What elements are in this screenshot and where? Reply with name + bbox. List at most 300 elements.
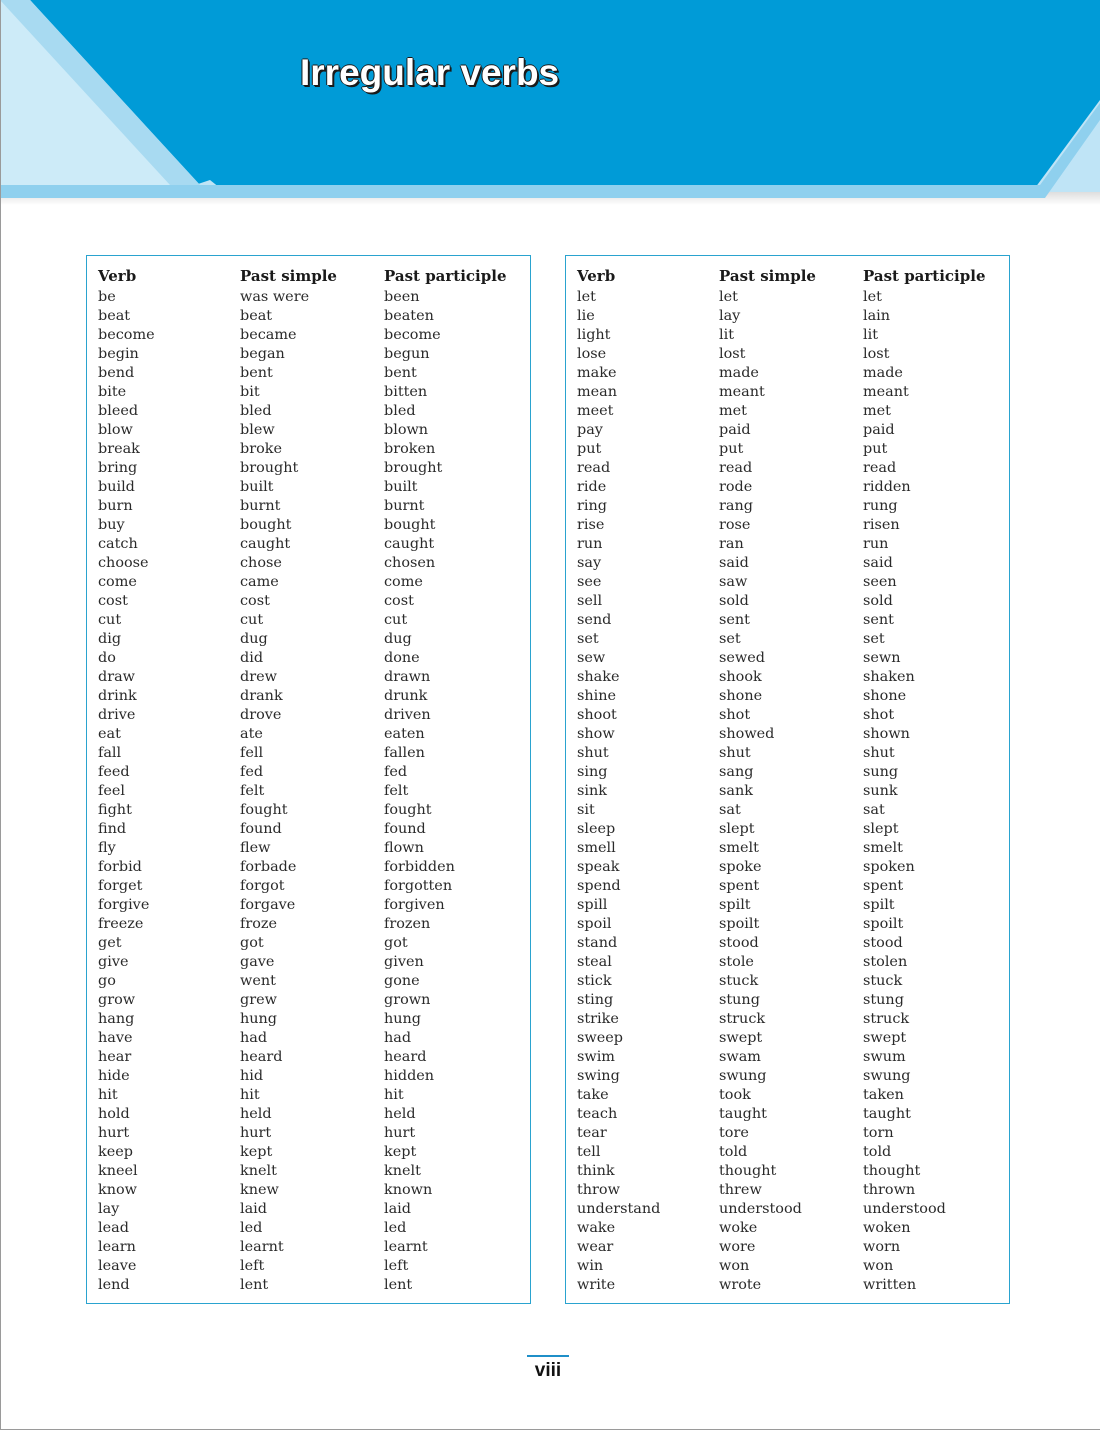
verb-cell: hit — [98, 1087, 118, 1103]
past-participle-cell: struck — [863, 1011, 910, 1027]
verb-cell: do — [98, 650, 116, 666]
verb-cell: bleed — [98, 403, 139, 419]
past-simple-cell: did — [240, 650, 264, 666]
verb-cell: smell — [577, 840, 616, 856]
past-participle-cell: smelt — [863, 840, 903, 856]
past-participle-column — [384, 266, 507, 1295]
verb-cell: lead — [98, 1220, 129, 1236]
verb-cell: hurt — [98, 1125, 130, 1141]
past-participle-cell: grown — [384, 992, 431, 1008]
verb-cell: become — [98, 327, 155, 343]
verb-cell: cost — [98, 593, 128, 609]
verb-cell: put — [577, 441, 602, 457]
verb-cell: throw — [577, 1182, 620, 1198]
verb-cell: mean — [577, 384, 618, 400]
verb-cell: break — [98, 441, 140, 457]
verb-cell: beat — [98, 308, 131, 324]
past-participle-cell: sunk — [863, 783, 898, 799]
past-participle-cell: set — [863, 631, 885, 647]
past-participle-cell: begun — [384, 346, 430, 362]
past-participle-cell: dug — [384, 631, 412, 647]
verb-cell: build — [98, 479, 135, 495]
past-simple-cell: spoilt — [719, 916, 760, 932]
past-participle-cell: sent — [863, 612, 894, 628]
verb-cell: catch — [98, 536, 138, 552]
past-participle-cell: brought — [384, 460, 443, 476]
past-participle-cell: forgotten — [384, 878, 453, 894]
past-participle-cell: found — [384, 821, 426, 837]
verb-cell: swim — [577, 1049, 615, 1065]
verb-cell: sell — [577, 593, 603, 609]
verb-cell: hang — [98, 1011, 135, 1027]
verb-cell: let — [577, 289, 596, 305]
verb-cell: drink — [98, 688, 137, 704]
past-participle-cell: stuck — [863, 973, 903, 989]
past-participle-cell: stood — [863, 935, 903, 951]
past-simple-cell: bit — [240, 384, 260, 400]
past-simple-cell: led — [240, 1220, 263, 1236]
past-participle-cell: built — [384, 479, 418, 495]
verb-cell: light — [577, 327, 611, 343]
past-participle-cell: knelt — [384, 1163, 421, 1179]
verb-cell: go — [98, 973, 116, 989]
past-simple-cell: heard — [240, 1049, 283, 1065]
past-simple-cell: left — [240, 1258, 265, 1274]
past-participle-cell: left — [384, 1258, 409, 1274]
past-simple-column — [719, 266, 816, 1295]
past-simple-cell: forbade — [240, 859, 297, 875]
past-participle-cell: kept — [384, 1144, 417, 1160]
past-simple-cell: grew — [240, 992, 277, 1008]
past-simple-cell: rode — [719, 479, 753, 495]
verb-cell: learn — [98, 1239, 136, 1255]
verb-column — [577, 266, 660, 1295]
past-simple-cell: drank — [240, 688, 283, 704]
verb-cell: teach — [577, 1106, 618, 1122]
verb-cell: grow — [98, 992, 136, 1008]
past-participle-cell: taken — [863, 1087, 904, 1103]
past-participle-cell: shown — [863, 726, 910, 742]
past-simple-cell: smelt — [719, 840, 759, 856]
verb-cell: stand — [577, 935, 618, 951]
past-participle-cell: shot — [863, 707, 895, 723]
past-participle-cell: felt — [384, 783, 409, 799]
past-participle-cell: frozen — [384, 916, 431, 932]
past-simple-cell: drew — [240, 669, 277, 685]
verb-column-header: Verb — [577, 267, 616, 285]
verb-column-header: Verb — [98, 267, 137, 285]
past-simple-cell: caught — [240, 536, 291, 552]
past-simple-cell: thought — [719, 1163, 777, 1179]
past-participle-cell: paid — [863, 422, 895, 438]
past-participle-cell: spoken — [863, 859, 915, 875]
past-simple-cell: sewed — [719, 650, 765, 666]
past-participle-cell: seen — [863, 574, 897, 590]
past-participle-cell: torn — [863, 1125, 894, 1141]
past-simple-cell: was were — [240, 289, 310, 305]
verb-cell: hide — [98, 1068, 130, 1084]
past-simple-cell: froze — [240, 916, 277, 932]
past-participle-cell: thought — [863, 1163, 921, 1179]
page-title: Irregular verbs — [300, 52, 560, 93]
past-participle-cell: fed — [384, 764, 408, 780]
verb-cell: keep — [98, 1144, 133, 1160]
verb-cell: sew — [577, 650, 606, 666]
past-participle-cell: thrown — [863, 1182, 916, 1198]
verb-cell: spend — [577, 878, 621, 894]
verb-cell: sleep — [577, 821, 616, 837]
verb-cell: blow — [98, 422, 133, 438]
past-participle-cell: made — [863, 365, 903, 381]
past-simple-cell: went — [240, 973, 276, 989]
past-simple-cell: spilt — [719, 897, 751, 913]
verb-cell: sting — [577, 992, 614, 1008]
past-participle-cell: had — [384, 1030, 412, 1046]
verb-cell: fly — [98, 840, 116, 856]
past-simple-cell: forgot — [240, 878, 285, 894]
verb-cell: sit — [577, 802, 595, 818]
past-participle-cell: hurt — [384, 1125, 416, 1141]
past-simple-cell: sang — [719, 764, 754, 780]
past-participle-cell: caught — [384, 536, 435, 552]
verb-cell: buy — [98, 517, 125, 533]
past-participle-cell: held — [384, 1106, 416, 1122]
verb-cell: rise — [577, 517, 605, 533]
past-simple-cell: saw — [719, 574, 748, 590]
past-participle-cell: bled — [384, 403, 416, 419]
past-simple-cell: showed — [719, 726, 775, 742]
verb-cell: think — [577, 1163, 615, 1179]
verb-cell: steal — [577, 954, 612, 970]
past-simple-cell: wrote — [719, 1277, 762, 1293]
past-participle-cell: forgiven — [384, 897, 445, 913]
verb-cell: give — [98, 954, 129, 970]
past-participle-cell: rung — [863, 498, 898, 514]
verb-cell: fight — [98, 802, 132, 818]
verb-cell: see — [577, 574, 602, 590]
past-simple-cell: rose — [719, 517, 751, 533]
past-simple-cell: flew — [240, 840, 271, 856]
verb-cell: come — [98, 574, 137, 590]
past-participle-cell: fought — [384, 802, 432, 818]
past-simple-cell: swam — [719, 1049, 761, 1065]
verb-cell: speak — [577, 859, 620, 875]
past-simple-cell: forgave — [240, 897, 296, 913]
past-participle-cell: hit — [384, 1087, 404, 1103]
past-participle-cell: chosen — [384, 555, 436, 571]
verb-cell: forgive — [98, 897, 150, 913]
past-participle-cell: known — [384, 1182, 433, 1198]
past-simple-cell: set — [719, 631, 741, 647]
past-participle-cell: learnt — [384, 1239, 428, 1255]
past-simple-cell: wore — [719, 1239, 756, 1255]
header-banner — [0, 0, 1100, 205]
past-participle-cell: stolen — [863, 954, 908, 970]
past-participle-cell: spilt — [863, 897, 895, 913]
verb-cell: shut — [577, 745, 609, 761]
past-simple-cell: learnt — [240, 1239, 284, 1255]
verb-cell: write — [577, 1277, 616, 1293]
past-participle-column-header: Past participle — [863, 267, 986, 285]
past-simple-cell: swung — [719, 1068, 767, 1084]
past-participle-cell: beaten — [384, 308, 434, 324]
past-simple-cell: won — [719, 1258, 750, 1274]
verb-column — [98, 266, 155, 1295]
verb-cell: forget — [98, 878, 143, 894]
past-simple-cell: shut — [719, 745, 751, 761]
past-simple-cell: hid — [240, 1068, 264, 1084]
verb-cell: dig — [98, 631, 122, 647]
past-simple-cell: meant — [719, 384, 765, 400]
past-participle-cell: met — [863, 403, 891, 419]
past-participle-cell: cost — [384, 593, 414, 609]
past-participle-cell: hung — [384, 1011, 422, 1027]
past-simple-cell: let — [719, 289, 738, 305]
verb-cell: meet — [577, 403, 614, 419]
past-participle-column-header: Past participle — [384, 267, 507, 285]
past-simple-cell: sank — [719, 783, 753, 799]
past-simple-cell: broke — [240, 441, 282, 457]
past-simple-cell: spoke — [719, 859, 762, 875]
past-participle-cell: lain — [863, 308, 891, 324]
verb-cell: bend — [98, 365, 135, 381]
verb-cell: feel — [98, 783, 125, 799]
verb-cell: burn — [98, 498, 133, 514]
verb-cell: shake — [577, 669, 620, 685]
past-simple-cell: cost — [240, 593, 270, 609]
past-participle-cell: taught — [863, 1106, 911, 1122]
past-simple-cell: held — [240, 1106, 272, 1122]
page-number: viii — [527, 1355, 569, 1382]
verb-table-left — [86, 255, 531, 1304]
past-participle-cell: spoilt — [863, 916, 904, 932]
past-participle-cell: become — [384, 327, 441, 343]
past-participle-cell: run — [863, 536, 889, 552]
past-simple-cell: blew — [240, 422, 275, 438]
past-simple-cell: taught — [719, 1106, 767, 1122]
past-participle-cell: told — [863, 1144, 892, 1160]
verb-cell: draw — [98, 669, 135, 685]
verb-cell: send — [577, 612, 612, 628]
past-simple-cell: burnt — [240, 498, 281, 514]
verb-cell: strike — [577, 1011, 619, 1027]
verb-cell: freeze — [98, 916, 144, 932]
past-participle-cell: hidden — [384, 1068, 435, 1084]
past-participle-cell: won — [863, 1258, 894, 1274]
past-simple-cell: stood — [719, 935, 759, 951]
past-simple-cell: fell — [240, 745, 264, 761]
past-simple-cell: stung — [719, 992, 760, 1008]
past-simple-cell: chose — [240, 555, 282, 571]
verb-cell: hold — [98, 1106, 130, 1122]
past-participle-cell: laid — [384, 1201, 411, 1217]
verb-cell: be — [98, 289, 116, 305]
verb-cell: have — [98, 1030, 133, 1046]
verb-cell: make — [577, 365, 617, 381]
past-simple-cell: lost — [719, 346, 746, 362]
past-simple-cell: hung — [240, 1011, 278, 1027]
verb-cell: win — [577, 1258, 604, 1274]
past-participle-cell: eaten — [384, 726, 425, 742]
verb-cell: eat — [98, 726, 121, 742]
past-simple-cell: knew — [240, 1182, 279, 1198]
past-simple-cell: struck — [719, 1011, 766, 1027]
past-participle-cell: sewn — [863, 650, 901, 666]
past-simple-cell: began — [240, 346, 285, 362]
verb-cell: know — [98, 1182, 137, 1198]
past-simple-cell: fed — [240, 764, 264, 780]
past-participle-cell: sung — [863, 764, 899, 780]
past-simple-cell: sat — [719, 802, 741, 818]
past-participle-cell: broken — [384, 441, 436, 457]
past-simple-cell: spent — [719, 878, 760, 894]
past-participle-cell: gone — [384, 973, 420, 989]
past-simple-cell: sent — [719, 612, 750, 628]
past-simple-cell: got — [240, 935, 264, 951]
past-participle-cell: risen — [863, 517, 900, 533]
past-participle-cell: bitten — [384, 384, 428, 400]
past-simple-cell: fought — [240, 802, 288, 818]
past-participle-cell: ridden — [863, 479, 911, 495]
verb-cell: forbid — [98, 859, 142, 875]
verb-cell: feed — [98, 764, 130, 780]
past-simple-cell: took — [719, 1087, 751, 1103]
past-participle-cell: got — [384, 935, 408, 951]
past-simple-cell: felt — [240, 783, 265, 799]
verb-cell: cut — [98, 612, 122, 628]
past-simple-cell: lay — [719, 308, 741, 324]
past-simple-cell: gave — [240, 954, 275, 970]
past-simple-cell: bent — [240, 365, 273, 381]
past-simple-cell: swept — [719, 1030, 763, 1046]
past-simple-cell: brought — [240, 460, 299, 476]
past-simple-cell: shot — [719, 707, 751, 723]
past-simple-cell: sold — [719, 593, 749, 609]
verb-cell: shine — [577, 688, 617, 704]
header-banner-graphic — [0, 0, 1100, 205]
past-simple-cell: met — [719, 403, 747, 419]
verb-cell: run — [577, 536, 603, 552]
past-participle-cell: written — [863, 1277, 917, 1293]
past-participle-cell: woken — [863, 1220, 911, 1236]
past-participle-cell: bent — [384, 365, 417, 381]
past-participle-cell: forbidden — [384, 859, 455, 875]
past-participle-cell: meant — [863, 384, 909, 400]
past-simple-cell: stuck — [719, 973, 759, 989]
past-participle-cell: drunk — [384, 688, 428, 704]
past-simple-cell: tore — [719, 1125, 749, 1141]
past-simple-cell: stole — [719, 954, 754, 970]
past-participle-cell: sold — [863, 593, 893, 609]
verb-cell: say — [577, 555, 602, 571]
past-participle-cell: heard — [384, 1049, 427, 1065]
verb-cell: lose — [577, 346, 607, 362]
past-simple-cell: said — [719, 555, 749, 571]
past-simple-cell: ran — [719, 536, 744, 552]
past-participle-cell: fallen — [384, 745, 425, 761]
past-participle-cell: lit — [863, 327, 878, 343]
verb-cell: lie — [577, 308, 595, 324]
verb-cell: read — [577, 460, 611, 476]
verb-cell: sweep — [577, 1030, 623, 1046]
past-simple-cell: read — [719, 460, 753, 476]
verb-cell: spill — [577, 897, 608, 913]
verb-cell: sink — [577, 783, 607, 799]
verb-cell: lend — [98, 1277, 130, 1293]
past-participle-cell: sat — [863, 802, 885, 818]
past-participle-cell: given — [384, 954, 424, 970]
past-simple-cell: threw — [719, 1182, 762, 1198]
verb-cell: fall — [98, 745, 122, 761]
past-simple-cell: ate — [240, 726, 263, 742]
verb-table-right — [565, 255, 1010, 1304]
past-participle-cell: been — [384, 289, 420, 305]
past-simple-cell: dug — [240, 631, 268, 647]
past-simple-cell: became — [240, 327, 297, 343]
verb-cell: choose — [98, 555, 149, 571]
verb-cell: wake — [577, 1220, 616, 1236]
past-simple-cell: woke — [719, 1220, 758, 1236]
verb-cell: leave — [98, 1258, 137, 1274]
past-simple-cell: built — [240, 479, 274, 495]
past-participle-cell: cut — [384, 612, 408, 628]
past-participle-cell: shut — [863, 745, 895, 761]
past-participle-cell: put — [863, 441, 888, 457]
verb-cell: ride — [577, 479, 607, 495]
verb-cell: drive — [98, 707, 136, 723]
verb-cell: hear — [98, 1049, 132, 1065]
past-participle-cell: led — [384, 1220, 407, 1236]
past-participle-cell: driven — [384, 707, 431, 723]
verb-cell: understand — [577, 1201, 661, 1217]
verb-cell: tell — [577, 1144, 601, 1160]
past-simple-cell: told — [719, 1144, 748, 1160]
past-participle-cell: swept — [863, 1030, 907, 1046]
past-participle-cell: done — [384, 650, 420, 666]
past-simple-column-header: Past simple — [240, 267, 337, 285]
verb-cell: take — [577, 1087, 609, 1103]
past-participle-cell: said — [863, 555, 893, 571]
past-simple-cell: paid — [719, 422, 751, 438]
verb-cell: tear — [577, 1125, 607, 1141]
past-simple-column — [240, 266, 337, 1295]
verb-cell: get — [98, 935, 122, 951]
past-simple-cell: lit — [719, 327, 734, 343]
past-participle-cell: worn — [863, 1239, 901, 1255]
verb-cell: swing — [577, 1068, 620, 1084]
past-participle-cell: swum — [863, 1049, 906, 1065]
past-participle-cell: lent — [384, 1277, 413, 1293]
past-simple-cell: hit — [240, 1087, 260, 1103]
past-participle-cell: drawn — [384, 669, 431, 685]
past-simple-cell: beat — [240, 308, 273, 324]
past-simple-cell: lent — [240, 1277, 269, 1293]
verb-cell: ring — [577, 498, 607, 514]
past-simple-cell: found — [240, 821, 282, 837]
past-simple-cell: put — [719, 441, 744, 457]
past-simple-cell: bled — [240, 403, 272, 419]
past-simple-cell: knelt — [240, 1163, 277, 1179]
verb-cell: lay — [98, 1201, 120, 1217]
past-simple-cell: bought — [240, 517, 292, 533]
past-simple-cell: drove — [240, 707, 282, 723]
past-simple-cell: cut — [240, 612, 264, 628]
past-participle-cell: let — [863, 289, 882, 305]
verb-cell: bite — [98, 384, 127, 400]
past-participle-cell: read — [863, 460, 897, 476]
past-simple-cell: came — [240, 574, 279, 590]
past-simple-cell: had — [240, 1030, 268, 1046]
